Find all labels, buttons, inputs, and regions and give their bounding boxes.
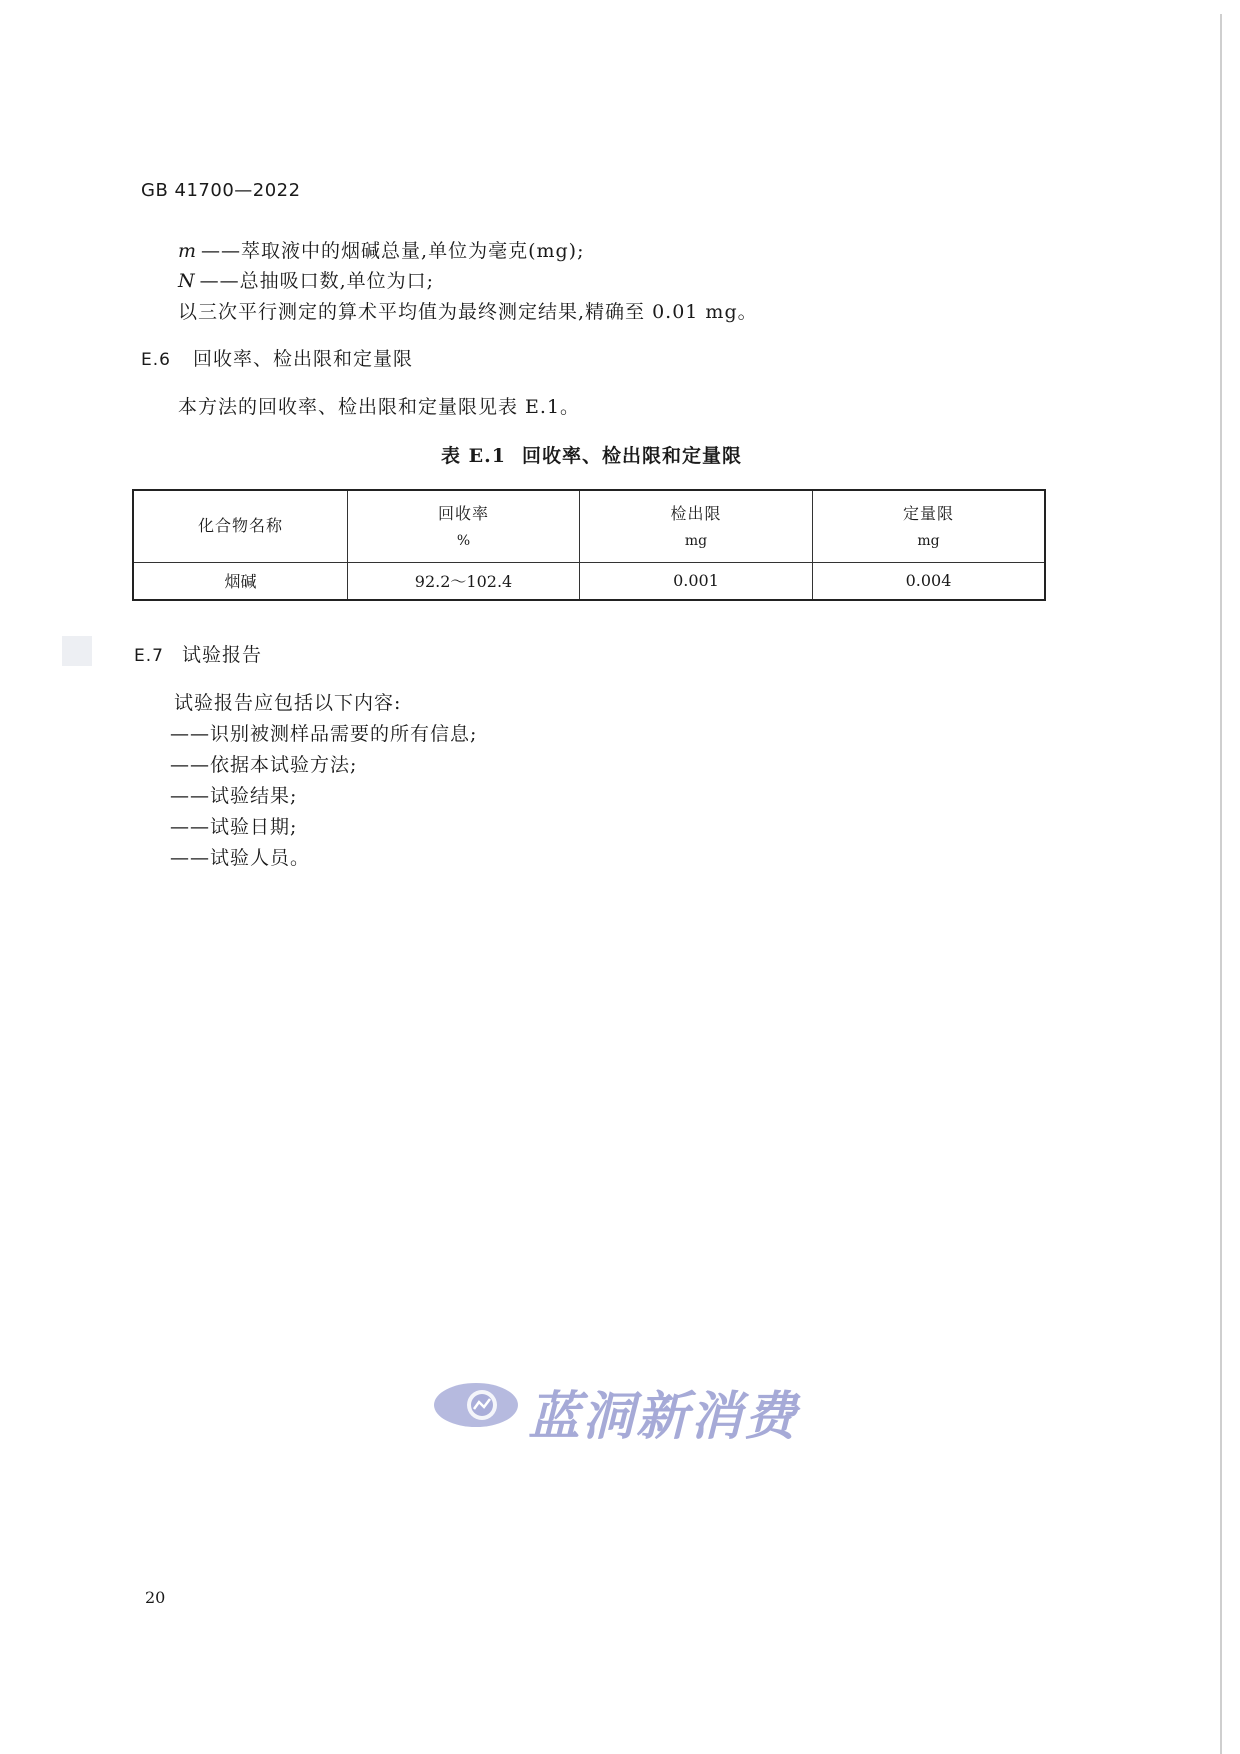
report-item: ——依据本试验方法;: [170, 754, 358, 776]
table-number: 表 E.1: [441, 445, 506, 467]
header-unit: mg: [684, 533, 708, 550]
var-symbol: N: [178, 270, 196, 292]
page-number: 20: [145, 1588, 166, 1607]
report-item: ——试验日期;: [170, 816, 298, 838]
table-caption: [441, 441, 742, 468]
var-symbol: m: [178, 240, 198, 262]
section-number: E.7: [134, 646, 164, 666]
result-note: 以三次平行测定的算术平均值为最终测定结果,精确至 0.01 mg。: [178, 301, 758, 323]
results-table: [132, 489, 1046, 601]
watermark-text: 蓝洞新消费: [528, 1387, 799, 1447]
cell-lod: 0.001: [580, 562, 813, 600]
section-number: E.6: [141, 350, 171, 370]
var-desc: ——总抽吸口数,单位为口;: [199, 270, 435, 292]
header-unit: mg: [917, 533, 940, 550]
var-desc: ——萃取液中的烟碱总量,单位为毫克(mg);: [201, 240, 585, 262]
header-label: 定量限: [902, 504, 954, 524]
header-lod: [580, 490, 813, 562]
report-item: ——试验结果;: [170, 785, 298, 807]
section-heading-e7: [134, 640, 262, 667]
eye-logo-icon: [432, 1380, 520, 1430]
header-label: 化合物名称: [197, 516, 283, 536]
section-title: 试验报告: [182, 644, 263, 666]
report-item: ——识别被测样品需要的所有信息;: [170, 723, 478, 745]
header-compound: [133, 490, 348, 562]
scan-stamp-mark: [62, 636, 92, 666]
report-item: ——试验人员。: [170, 847, 311, 869]
section-heading-e6: [141, 344, 413, 371]
header-label: 检出限: [670, 504, 722, 524]
page-edge-line: [1220, 14, 1222, 1754]
cell-recovery: 92.2～102.4: [348, 562, 580, 600]
header-label: 回收率: [437, 504, 489, 524]
cell-loq: 0.004: [813, 562, 1046, 600]
watermark: [432, 1372, 812, 1447]
section-e6-text: 本方法的回收率、检出限和定量限见表 E.1。: [178, 396, 581, 418]
section-title: 回收率、检出限和定量限: [193, 348, 414, 370]
header-unit: %: [456, 533, 471, 550]
formula-var-m: [178, 236, 584, 263]
standard-number: GB 41700—2022: [141, 180, 301, 201]
table-header-row: [133, 490, 1045, 562]
table-title: 回收率、检出限和定量限: [521, 445, 742, 467]
header-loq: [813, 490, 1046, 562]
cell-compound: 烟碱: [133, 562, 348, 600]
header-recovery: [348, 490, 580, 562]
table-row: [133, 562, 1045, 600]
formula-var-n: [178, 266, 434, 293]
report-intro: 试验报告应包括以下内容:: [174, 692, 402, 714]
